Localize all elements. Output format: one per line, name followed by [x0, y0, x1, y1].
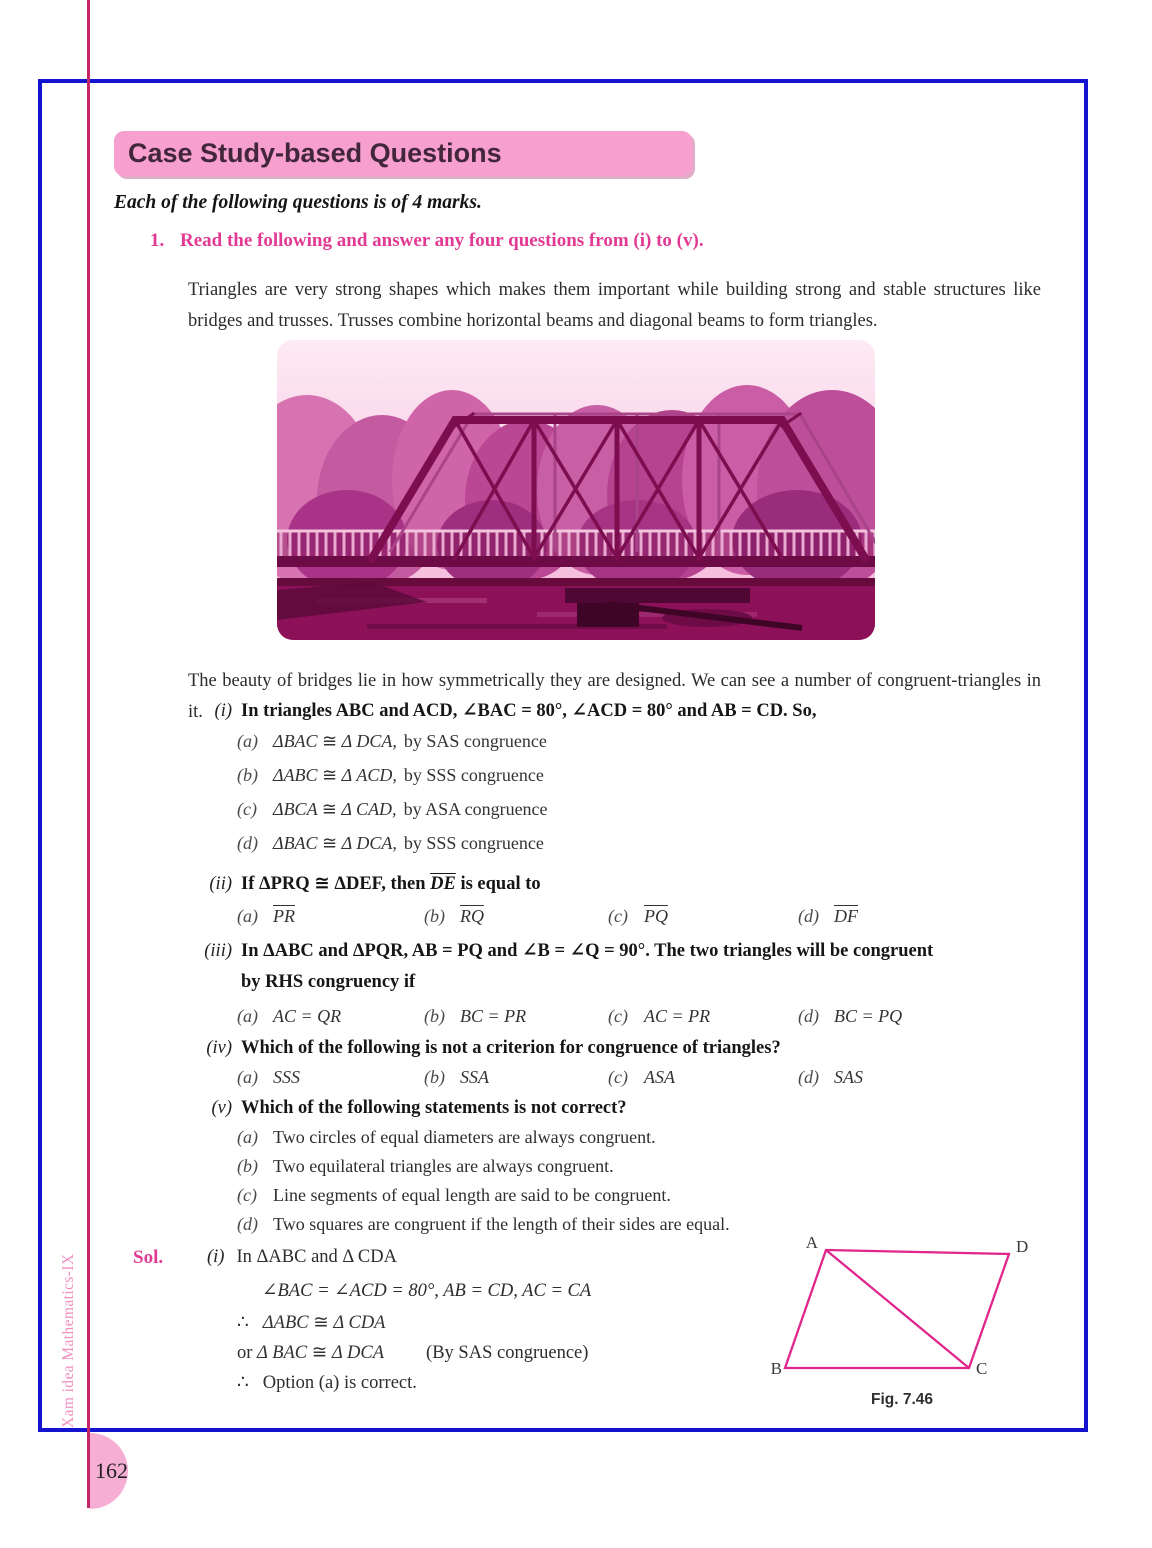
- option-label: (d): [237, 1214, 258, 1234]
- option-label: (a): [237, 906, 258, 926]
- page-number: 162: [95, 1458, 128, 1483]
- option-expression: ΔABC ≅ Δ ACD,: [273, 765, 397, 785]
- option-row: [237, 1185, 730, 1214]
- subquestion-ii-label: (ii): [209, 874, 232, 894]
- option-cell: [237, 1006, 341, 1027]
- option-label: (b): [237, 765, 258, 785]
- option-text: Two squares are congruent if the length of their sides are equal.: [273, 1214, 730, 1234]
- option-cell: [798, 1067, 863, 1088]
- option-cell: [608, 906, 668, 927]
- therefore-symbol: ∴: [237, 1313, 249, 1333]
- option-label: (c): [608, 1006, 628, 1026]
- option-value: $\overline{DF}$: [834, 906, 858, 926]
- intro-paragraph: Triangles are very strong shapes which makes them important while building strong and stable structures like bridges and trusses. Trusses combine horizontal beams and diagonal beams to form triangles.: [188, 279, 1041, 331]
- option-label: (b): [424, 1006, 445, 1026]
- subquestion-iv-text: Which of the following is not a criterion for congruence of triangles?: [241, 1038, 781, 1058]
- option-cell: [798, 906, 858, 927]
- option-value: AC = PR: [644, 1006, 711, 1026]
- option-cell: [237, 1067, 300, 1088]
- solution-conclusion: Option (a) is correct.: [262, 1373, 417, 1393]
- subquestion-v-text: Which of the following statements is not correct?: [241, 1098, 627, 1118]
- figure-caption: Fig. 7.46: [870, 1391, 934, 1408]
- option-row: [237, 833, 548, 867]
- subquestion-ii: [188, 873, 541, 895]
- solution-label: Sol.: [133, 1247, 164, 1268]
- subquestion-i-label: (i): [214, 701, 232, 721]
- question-number: 1.: [150, 230, 165, 251]
- solution-line-4: [237, 1342, 588, 1364]
- section-title: Case Study-based Questions: [128, 138, 502, 168]
- option-value: BC = PR: [460, 1006, 527, 1026]
- bridge-note-paragraph: The beauty of bridges lie in how symmetrically they are designed. We can see a number of congruent-triangles in it.: [188, 670, 1041, 722]
- solution-statement: ΔABC ≅ Δ CDA: [262, 1313, 386, 1333]
- option-expression: ΔBAC ≅ Δ DCA,: [273, 833, 397, 853]
- option-label: (d): [237, 833, 258, 853]
- option-label: (b): [424, 1067, 445, 1087]
- option-cell: [798, 1006, 902, 1027]
- option-label: (c): [237, 799, 257, 819]
- subquestion-v-label: (v): [211, 1098, 232, 1118]
- option-cell: [424, 1067, 489, 1088]
- question-instruction: Read the following and answer any four questions from (i) to (v).: [180, 230, 704, 251]
- vertex-label-b: B: [770, 1359, 782, 1378]
- option-row: [237, 1156, 730, 1185]
- option-label: (c): [608, 906, 628, 926]
- option-value: SSA: [460, 1067, 489, 1087]
- option-label: (a): [237, 1067, 258, 1087]
- option-row: [237, 731, 548, 765]
- vertex-label-a: A: [805, 1234, 818, 1252]
- option-label: (d): [798, 1067, 819, 1087]
- marks-note: Each of the following questions is of 4 marks.: [114, 192, 482, 213]
- option-tail: by SSS congruence: [403, 765, 544, 785]
- subquestion-i-text: In triangles ABC and ACD, ∠BAC = 80°, ∠ACD = 80° and AB = CD. So,: [241, 701, 817, 721]
- solution-line-5: [237, 1372, 417, 1394]
- subquestion-iv: [188, 1038, 781, 1059]
- bridge-railing: [277, 532, 875, 558]
- subquestion-iii-line2: by RHS congruency if: [241, 972, 416, 992]
- solution-statement: In ΔABC and Δ CDA: [236, 1247, 397, 1267]
- solution-note: (By SAS congruence): [426, 1343, 589, 1363]
- option-cell: [237, 906, 295, 927]
- subquestion-i-options: [237, 731, 548, 867]
- option-value: SSS: [273, 1067, 300, 1087]
- solution-statement: Δ BAC ≅ Δ DCA: [257, 1343, 385, 1363]
- vertex-label-c: C: [976, 1359, 988, 1378]
- option-row: [237, 765, 548, 799]
- option-value: $\overline{RQ}$: [460, 906, 484, 926]
- bridge-photo: [277, 340, 875, 640]
- option-cell: [608, 1006, 710, 1027]
- question-1-heading: [150, 230, 704, 252]
- overlined-segment: $\overline{DE}$: [430, 874, 456, 894]
- option-cell: [424, 906, 484, 927]
- option-label: (a): [237, 1127, 258, 1147]
- option-text: Line segments of equal length are said to be congruent.: [273, 1185, 671, 1205]
- subquestion-v: [188, 1098, 627, 1119]
- option-row: [237, 799, 548, 833]
- subquestion-iii: [188, 940, 933, 962]
- option-tail: by ASA congruence: [403, 799, 548, 819]
- option-value: $\overline{PR}$: [273, 906, 295, 926]
- or-word: or: [237, 1343, 253, 1363]
- vertex-label-d: D: [1016, 1237, 1029, 1256]
- bridge-deck: [277, 556, 875, 567]
- section-title-banner: [114, 131, 692, 176]
- figure-7-46: [770, 1234, 1034, 1409]
- fig-7-46-diagram: [770, 1234, 1034, 1384]
- subquestion-iii-line1: In ΔABC and ΔPQR, AB = PQ and ∠B = ∠Q = 90°. The two triangles will be congruent: [241, 941, 934, 961]
- option-label: (d): [798, 1006, 819, 1026]
- option-value: ASA: [644, 1067, 675, 1087]
- option-row: [237, 1214, 730, 1243]
- option-tail: by SAS congruence: [403, 731, 547, 751]
- subquestion-iii-label: (iii): [204, 941, 232, 961]
- option-label: (c): [608, 1067, 628, 1087]
- page-number-badge: [90, 1433, 128, 1509]
- therefore-symbol: ∴: [237, 1373, 249, 1393]
- solution-part-label: (i): [207, 1247, 225, 1267]
- margin-rule-line: [87, 0, 90, 1508]
- subquestion-iv-label: (iv): [206, 1038, 232, 1058]
- option-tail: by SSS congruence: [403, 833, 544, 853]
- option-label: (a): [237, 1006, 258, 1026]
- subquestion-ii-text-before: If ΔPRQ ≅ ΔDEF, then: [241, 874, 426, 894]
- option-value: $\overline{PQ}$: [644, 906, 668, 926]
- solution-line-1: [207, 1247, 397, 1268]
- subquestion-i: [188, 700, 816, 722]
- solution-line-3: [237, 1312, 385, 1334]
- subquestion-ii-text-after: is equal to: [460, 874, 541, 894]
- option-expression: ΔBAC ≅ Δ DCA,: [273, 731, 397, 751]
- option-text: Two circles of equal diameters are always congruent.: [273, 1127, 656, 1147]
- parallelogram-abcd: [785, 1250, 1009, 1368]
- option-cell: [424, 1006, 526, 1027]
- option-label: (a): [237, 731, 258, 751]
- solution-line-2: ∠BAC = ∠ACD = 80°, AB = CD, AC = CA: [262, 1281, 592, 1301]
- option-expression: ΔBCA ≅ Δ CAD,: [273, 799, 397, 819]
- option-value: AC = QR: [273, 1006, 342, 1026]
- option-label: (b): [237, 1156, 258, 1176]
- subquestion-iii-line2-wrap: [241, 972, 415, 993]
- option-value: SAS: [834, 1067, 863, 1087]
- book-title-vertical: Xam idea Mathematics-IX: [60, 1253, 77, 1428]
- option-text: Two equilateral triangles are always congruent.: [273, 1156, 614, 1176]
- option-label: (c): [237, 1185, 257, 1205]
- option-label: (d): [798, 906, 819, 926]
- option-cell: [608, 1067, 675, 1088]
- subquestion-v-options: [237, 1127, 730, 1243]
- option-label: (b): [424, 906, 445, 926]
- option-value: BC = PQ: [834, 1006, 903, 1026]
- bridge-photo-illustration: [277, 340, 875, 640]
- option-row: [237, 1127, 730, 1156]
